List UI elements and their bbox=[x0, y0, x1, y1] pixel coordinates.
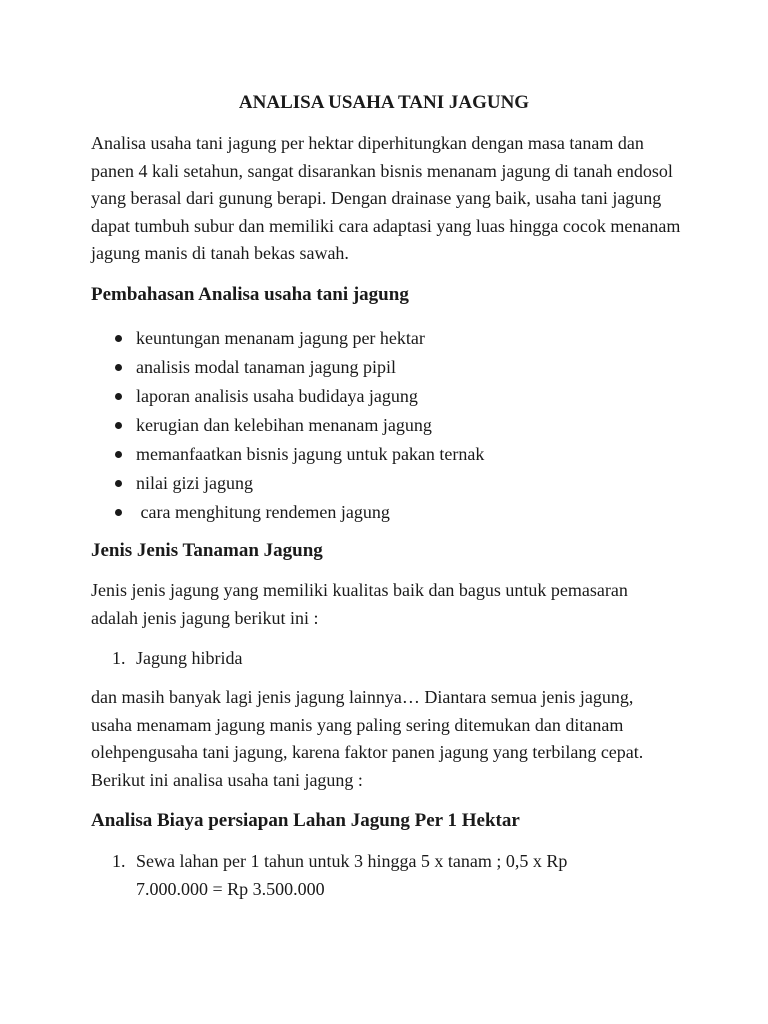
bullet-icon bbox=[115, 393, 122, 400]
list-item: cara menghitung rendemen jagung bbox=[0, 498, 484, 527]
section-heading-pembahasan: Pembahasan Analisa usaha tani jagung bbox=[91, 284, 409, 305]
list-item: nilai gizi jagung bbox=[0, 469, 484, 498]
intro-paragraph: Analisa usaha tani jagung per hektar diperhitungkan dengan masa tanam dan panen 4 kali setahun, sangat disarankan bisnis menanam jagung di tanah endosol yang berasal dari gunung berapi. Dengan drainase yang baik, usaha tani jagung dapat tumbuh subur dan memiliki cara adaptasi yang luas hingga cocok menanam jagung manis di tanah bekas sawah. bbox=[91, 133, 681, 263]
topics-bullet-list bbox=[0, 324, 484, 527]
list-item: 1. Jagung hibrida bbox=[112, 648, 243, 668]
jenis-numbered-list bbox=[0, 645, 636, 673]
bullet-icon bbox=[115, 451, 122, 458]
jenis-paragraph: Jenis jenis jagung yang memiliki kualitas baik dan bagus untuk pemasaran adalah jenis jagung berikut ini : bbox=[91, 580, 628, 628]
list-item: 1. Sewa lahan per 1 tahun untuk 3 hingga 5 x tanam ; 0,5 x Rp 7.000.000 = Rp 3.500.000 bbox=[112, 851, 568, 899]
list-item: kerugian dan kelebihan menanam jagung bbox=[0, 411, 484, 440]
list-item: keuntungan menanam jagung per hektar bbox=[0, 324, 484, 353]
section-heading-biaya: Analisa Biaya persiapan Lahan Jagung Per 1 Hektar bbox=[91, 810, 520, 831]
bullet-icon bbox=[115, 480, 122, 487]
section-heading-jenis: Jenis Jenis Tanaman Jagung bbox=[91, 540, 323, 561]
biaya-numbered-list bbox=[0, 848, 626, 903]
bullet-icon bbox=[115, 509, 122, 516]
list-item: analisis modal tanaman jagung pipil bbox=[0, 353, 484, 382]
list-item: memanfaatkan bisnis jagung untuk pakan ternak bbox=[0, 440, 484, 469]
closing-paragraph: dan masih banyak lagi jenis jagung lainnya… Diantara semua jenis jagung, usaha menamam jagung manis yang paling sering ditemukan dan ditanam olehpengusaha tani jagung, karena faktor panen jagung yang terbilang cepat. Berikut ini analisa usaha tani jagung : bbox=[91, 687, 644, 790]
document-title: ANALISA USAHA TANI JAGUNG bbox=[238, 92, 530, 113]
bullet-icon bbox=[115, 422, 122, 429]
bullet-icon bbox=[115, 364, 122, 371]
list-item: laporan analisis usaha budidaya jagung bbox=[0, 382, 484, 411]
bullet-icon bbox=[115, 335, 122, 342]
